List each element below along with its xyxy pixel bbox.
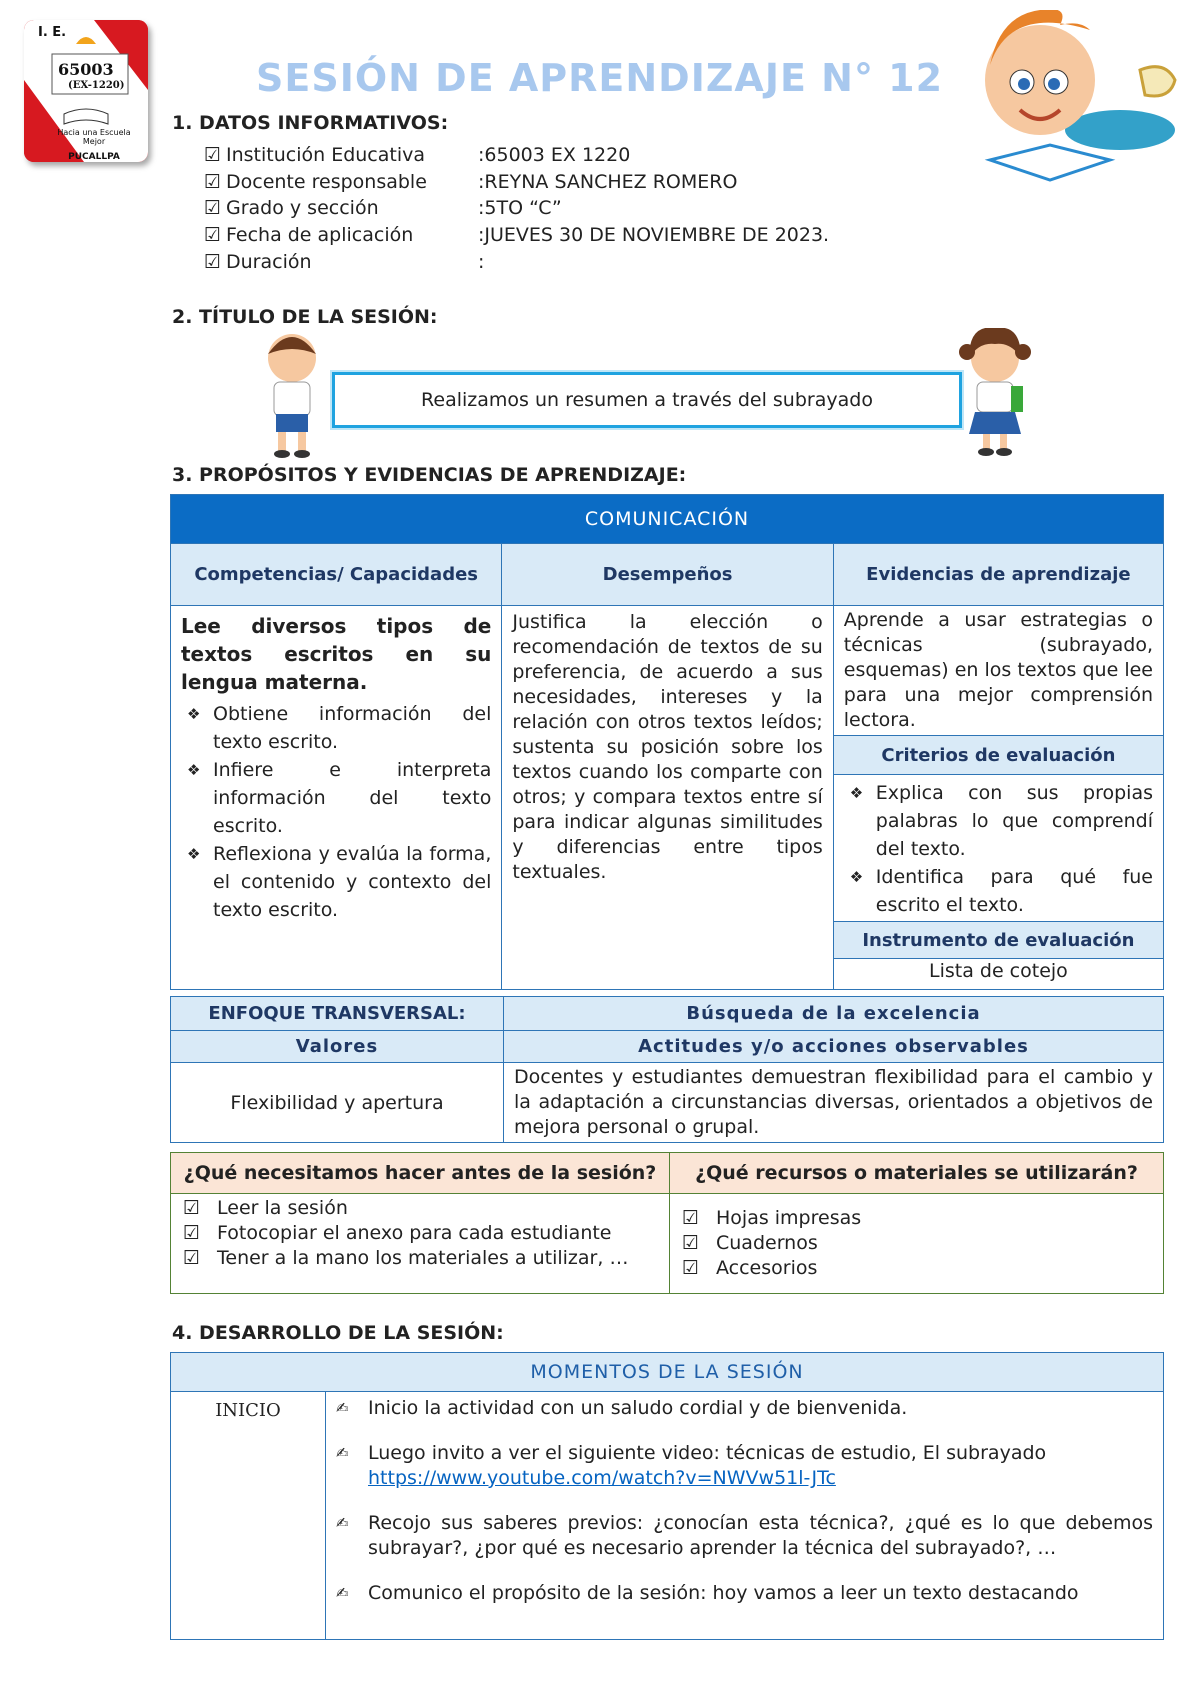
checkbox-icon: ☑ [183,1197,201,1219]
info-row [204,224,829,246]
info-label: Institución Educativa [226,144,426,166]
logo-city: PUCALLPA [68,152,120,162]
performance-header: Desempeños [502,544,833,606]
instrument-text: Lista de cotejo [833,959,1163,990]
info-row [204,144,630,166]
logo-motto: Hacia una Escuela Mejor [57,128,131,146]
school-logo [24,20,148,162]
checkbox-icon: ☑ [682,1257,700,1279]
moments-header: MOMENTOS DE LA SESIÓN [171,1353,1164,1392]
checkbox-icon: ☑ [183,1247,201,1269]
development-table [170,1352,1164,1640]
instrument-header: Instrumento de evaluación [833,922,1163,959]
info-value: :65003 EX 1220 [478,144,631,166]
logo-number: 65003 [58,60,114,79]
moment-label: INICIO [171,1392,326,1640]
step-text: Comunico el propósito de la sesión: hoy vamos a leer un texto destacando [368,1582,1079,1604]
step-item [336,1441,1153,1491]
before-cell [171,1194,670,1294]
criteria-cell [833,775,1163,922]
checkbox-icon: ☑ [682,1232,700,1254]
logo-ie: I. E. [38,25,67,40]
before-header: ¿Qué necesitamos hacer antes de la sesión? [171,1153,670,1194]
material-item-label: Hojas impresas [716,1207,862,1229]
capacities-list [181,700,491,924]
step-text: Luego invito a ver el siguiente video: técnicas de estudio, El subrayado [368,1442,1047,1464]
info-value: :5TO “C” [478,197,562,219]
preparation-table [170,1152,1164,1294]
info-value: :REYNA SANCHEZ ROMERO [478,171,738,193]
evidence-header: Evidencias de aprendizaje [833,544,1163,606]
info-value: : [478,251,485,273]
step-text: Inicio la actividad con un saludo cordial y de bienvenida. [368,1397,908,1419]
girl-student-icon [955,328,1035,458]
action-text: Docentes y estudiantes demuestran flexibilidad para el cambio y la adaptación a circunstancias diversas, orientados a objetivos de mejora personal o grupal. [504,1063,1164,1143]
material-item-label: Accesorios [716,1257,818,1279]
page-title: SESIÓN DE APRENDIZAJE N° 12 [256,56,944,100]
info-row [204,251,484,273]
competences-header: Competencias/ Capacidades [171,544,502,606]
session-title-box: Realizamos un resumen a través del subrayado [332,372,962,428]
section-4-heading: 4. DESARROLLO DE LA SESIÓN: [172,1322,504,1344]
material-item-label: Cuadernos [716,1232,818,1254]
info-label: Fecha de aplicación [226,224,414,246]
before-item-label: Leer la sesión [217,1197,348,1219]
step-item [336,1581,1153,1606]
competence-text: Lee diversos tipos de textos escritos en su lengua materna. [181,614,492,694]
competence-cell [171,606,502,990]
boy-student-icon [252,330,332,460]
actions-header: Actitudes y/o acciones observables [504,1031,1164,1063]
checkbox-icon: ☑ [204,224,222,246]
area-header: COMUNICACIÓN [171,495,1164,544]
section-1-heading: 1. DATOS INFORMATIVOS: [172,112,449,134]
values-header: Valores [171,1031,504,1063]
transversal-table [170,996,1164,1143]
info-label: Grado y sección [226,197,379,219]
before-item [183,1221,657,1246]
checkbox-icon: ☑ [204,197,222,219]
step-text: Recojo sus saberes previos: ¿conocían esta técnica?, ¿qué es lo que debemos subrayar?, ¿por qué es necesario aprender la técnica del subrayado?, … [368,1512,1153,1559]
criteria-header: Criterios de evaluación [833,736,1163,775]
materials-header: ¿Qué recursos o materiales se utilizarán? [670,1153,1164,1194]
info-value: :JUEVES 30 DE NOVIEMBRE DE 2023. [478,224,830,246]
performance-text: Justifica la elección o recomendación de textos de su preferencia, de acuerdo a sus necesidades, intereses y la relación con otros textos leídos; sustenta su posición sobre los textos cuando los comparte con otros; y compara textos entre sí para indicar algunas similitudes y diferencias entre tipos textuales. [502,606,833,990]
writing-hand-icon: ✍ [336,1399,349,1417]
boy-reading-illustration [970,10,1180,190]
info-label: Duración [226,251,312,273]
logo-sub: (EX-1220) [68,80,125,91]
capacity-item: ❖ Reflexiona y evalúa la forma, el contenido y contexto del texto escrito. [181,840,491,924]
checkbox-icon: ☑ [682,1207,700,1229]
info-row [204,197,562,219]
material-item [682,1206,1151,1231]
section-2-heading: 2. TÍTULO DE LA SESIÓN: [172,306,438,328]
checkbox-icon: ☑ [204,251,222,273]
material-item [682,1231,1151,1256]
transversal-name: Búsqueda de la excelencia [504,997,1164,1031]
material-item [682,1256,1151,1281]
evidence-text: Aprende a usar estrategias o técnicas (subrayado, esquemas) en los textos que lee para una mejor comprensión lectora. [833,606,1163,736]
step-item [336,1396,1153,1421]
criteria-item: ❖ Identifica para qué fue escrito el texto. [844,863,1153,919]
checkbox-icon: ☑ [204,171,222,193]
step-item [336,1511,1153,1561]
steps-cell [326,1392,1164,1640]
writing-hand-icon: ✍ [336,1584,349,1602]
info-label: Docente responsable [226,171,427,193]
criteria-item: ❖ Explica con sus propias palabras lo que comprendí del texto. [844,779,1153,863]
before-item [183,1196,657,1221]
info-row [204,171,737,193]
before-item-label: Tener a la mano los materiales a utilizar, … [217,1247,629,1269]
purposes-table [170,494,1164,990]
criteria-list [844,779,1153,919]
before-item-label: Fotocopiar el anexo para cada estudiante [217,1222,612,1244]
video-link[interactable]: https://www.youtube.com/watch?v=NWVw51l-JTc [368,1467,836,1489]
materials-cell [670,1194,1164,1294]
writing-hand-icon: ✍ [336,1444,349,1462]
before-item [183,1246,657,1271]
writing-hand-icon: ✍ [336,1514,349,1532]
transversal-label: ENFOQUE TRANSVERSAL: [171,997,504,1031]
capacity-item: ❖ Obtiene información del texto escrito. [181,700,491,756]
value-text: Flexibilidad y apertura [171,1063,504,1143]
section-3-heading: 3. PROPÓSITOS Y EVIDENCIAS DE APRENDIZAJE: [172,464,687,486]
checkbox-icon: ☑ [183,1222,201,1244]
checkbox-icon: ☑ [204,144,222,166]
capacity-item: ❖ Infiere e interpreta información del texto escrito. [181,756,491,840]
